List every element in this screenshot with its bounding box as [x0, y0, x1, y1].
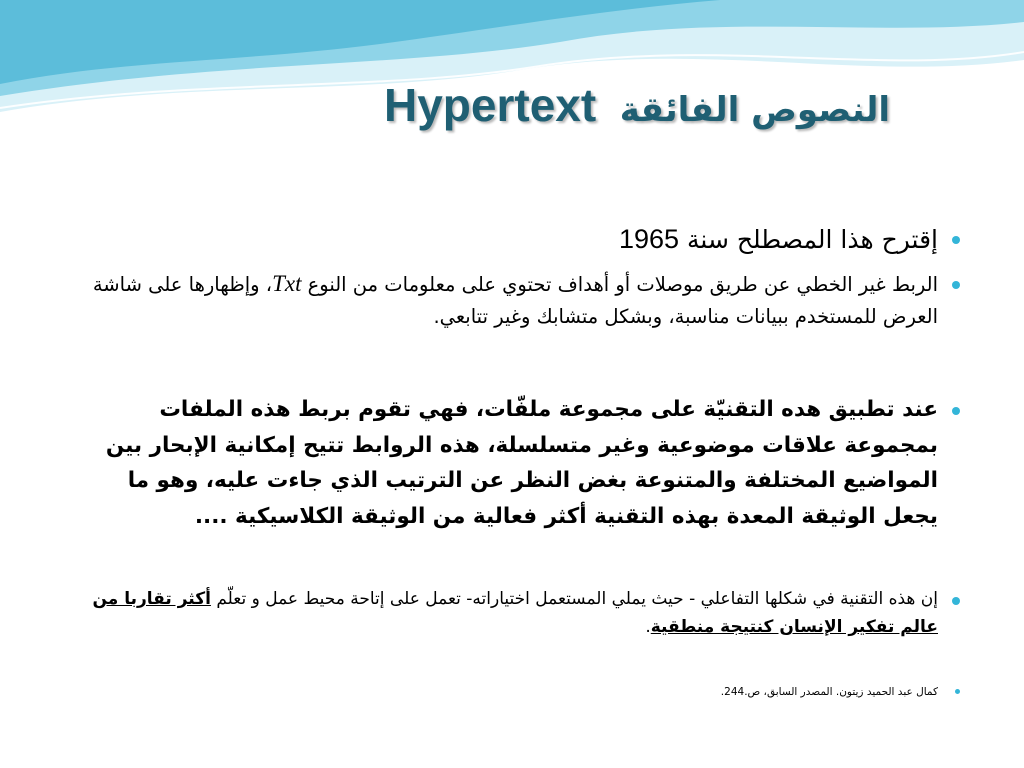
bullet-emphasis: أكثر تقاربا من عالم تفكير الإنسان كنتيجة منطقية — [92, 589, 938, 637]
bullet-text: عند تطبيق هده التقنيّة على مجموعة ملفّات، فهي تقوم بربط هذه الملفات بمجموعة علاقات موضوعية وغير متسلسلة، هذه الروابط تتيح إمكانية الإبحار بين المواضيع المختلفة والمتنوعة بغض النظر عن الترتيب الذي جاءت عليه، وهو ما يجعل الوثيقة المعدة بهذه التقنية أكثر فعالية من الوثيقة الكلاسيكية .... — [105, 397, 938, 529]
bullet-interactive-form — [73, 585, 938, 641]
citation-text: كمال عبد الحميد زيتون. المصدر السابق، ص.244. — [720, 686, 938, 698]
bullet-technique-application — [73, 392, 938, 534]
bullet-text-after: ، وإظهارها على شاشة العرض للمستخدم ببيانات مناسبة، وبشكل متشابك وغير تتابعي. — [92, 273, 938, 328]
slide-title-english: Hypertext — [384, 79, 597, 131]
bullet-year: 1965 — [618, 224, 680, 254]
bullet-text-before: الربط غير الخطي عن طريق موصلات أو أهداف تحتوي على معلومات من النوع — [301, 273, 938, 296]
bullet-end: . — [645, 617, 651, 637]
slide-title-arabic: النصوص الفائقة — [619, 90, 890, 130]
bullet-citation — [73, 683, 938, 701]
bullet-term-proposed — [73, 222, 938, 257]
bullet-nonlinear-linking — [73, 268, 938, 333]
slide-title — [300, 78, 890, 138]
bullet-text: إن هذه التقنية في شكلها التفاعلي - حيث يملي المستعمل اختياراته- تعمل على إتاحة محيط عمل و تعلّم — [210, 589, 938, 609]
bullet-text: إقترح هذا المصطلح سنة — [687, 225, 938, 254]
bullet-latin-term: Txt — [272, 271, 302, 296]
